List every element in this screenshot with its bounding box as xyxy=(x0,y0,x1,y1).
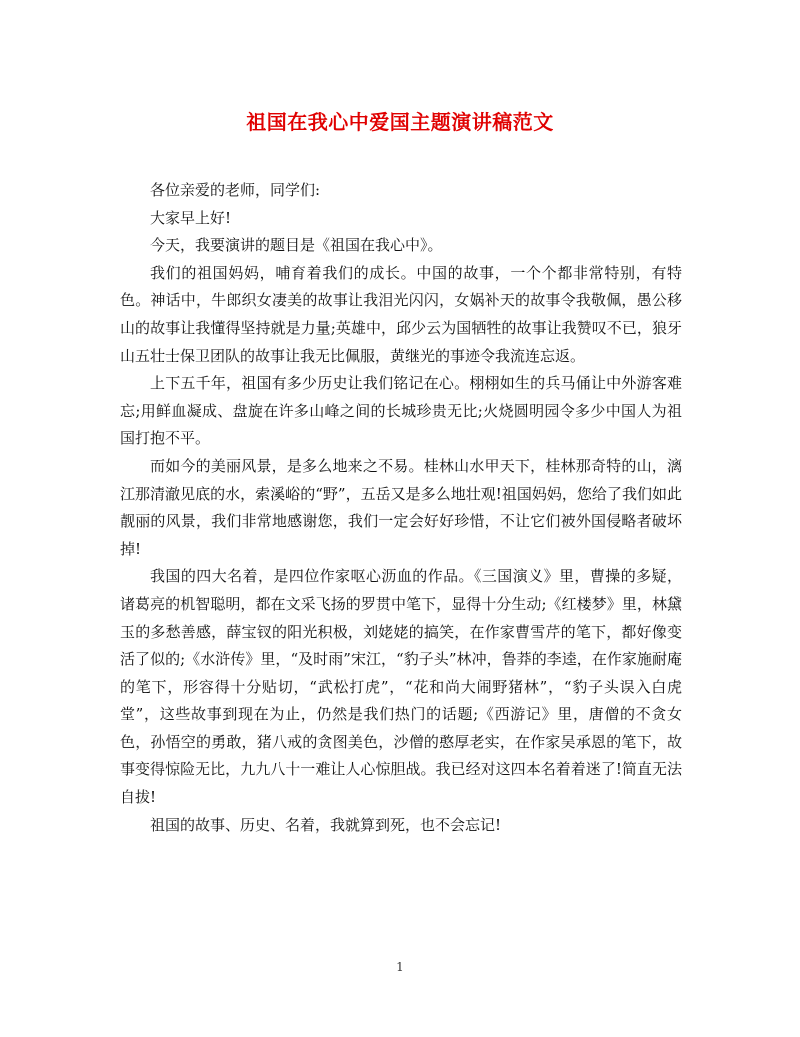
paragraph-salutation: 各位亲爱的老师，同学们: xyxy=(150,181,321,199)
document-body xyxy=(120,177,682,839)
document-title: 祖国在我心中爱国主题演讲稿范文 xyxy=(246,110,554,134)
paragraph-stories: 我们的祖国妈妈，哺育着我们的成长。中国的故事，一个个都非常特别，有特色。神话中，牛郎织女凄美的故事让我泪光闪闪，女娲补天的故事令我敬佩，愚公移山的故事让我懂得坚持就是力量;英雄中，邱少云为国牺牲的故事让我赞叹不已，狼牙山五壮士保卫团队的故事让我无比佩服，黄继光的事迹令我流连忘返。 xyxy=(120,263,682,365)
paragraph-history: 上下五千年，祖国有多少历史让我们铭记在心。栩栩如生的兵马俑让中外游客难忘;用鲜血凝成、盘旋在许多山峰之间的长城珍贵无比;火烧圆明园令多少中国人为祖国打抱不平。 xyxy=(120,374,682,448)
paragraph-greeting: 大家早上好! xyxy=(150,208,232,227)
paragraph-closing: 祖国的故事、历史、名着，我就算到死，也不会忘记! xyxy=(150,815,502,834)
paragraph-topic: 今天，我要演讲的题目是《祖国在我心中》。 xyxy=(150,236,443,255)
page-number: 1 xyxy=(396,960,404,974)
paragraph-scenery: 而如今的美丽风景，是多么地来之不易。桂林山水甲天下，桂林那奇特的山，漓江那清澈见底的水，索溪峪的“野”，五岳又是多么地壮观!祖国妈妈，您给了我们如此靓丽的风景，我们非常地感谢您，我们一定会好好珍惜，不让它们被外国侵略者破坏掉! xyxy=(120,456,682,558)
paragraph-classics: 我国的四大名着，是四位作家呕心沥血的作品。《三国演义》里，曹操的多疑，诸葛亮的机智聪明，都在文采飞扬的罗贯中笔下，显得十分生动;《红楼梦》里，林黛玉的多愁善感，薛宝钗的阳光积极，刘姥姥的搞笑，在作家曹雪芹的笔下，都好像变活了似的;《水浒传》里，“及时雨”宋江，“豹子头”林冲，鲁莽的李逵，在作家施耐庵的笔下，形容得十分贴切，“武松打虎”，“花和尚大闹野猪林”，“豹子头误入白虎堂”，这些故事到现在为止，仍然是我们热门的话题;《西游记》里，唐僧的不贪女色，孙悟空的勇敢，猪八戒的贪图美色，沙僧的憨厚老实，在作家吴承恩的笔下，故事变得惊险无比，九九八十一难让人心惊胆战。我已经对这四本名着着迷了!简直无法自拔! xyxy=(120,567,682,807)
